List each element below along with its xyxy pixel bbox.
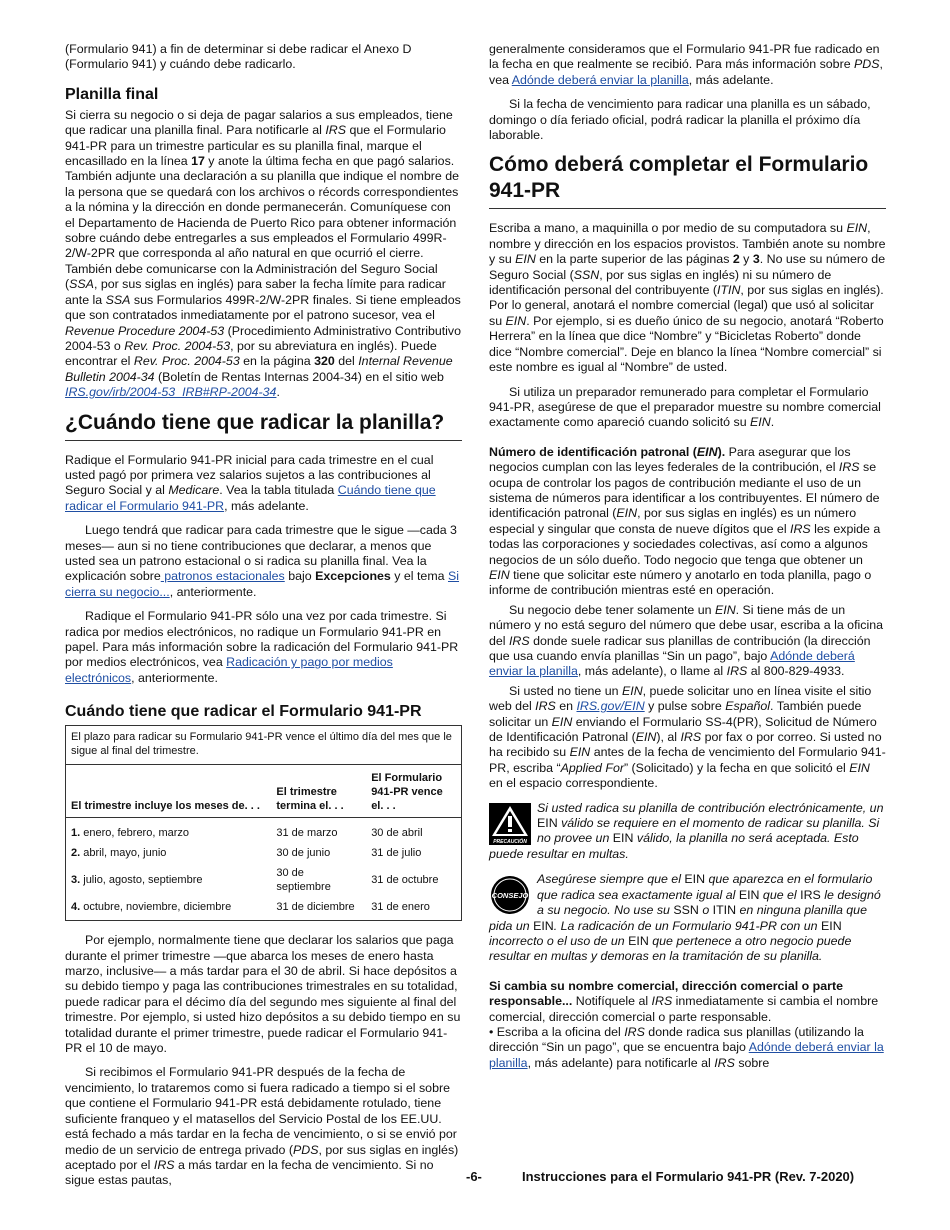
link-rp-2004-34[interactable]: IRS.gov/irb/2004-53_IRB#RP-2004-34 [65,385,277,400]
cuando-paragraph-2: Luego tendrá que radicar para cada trimestre que le sigue —cada 3 meses— aun si no tiene contribuciones que declarar, a menos que usted sea un patrono estacional o si radica su planilla final. Vea la explicación sobre patronos estacionales bajo Excepciones y el tema Si cierra su negocio..., anteriormente. [65,523,460,599]
caution-note: PRECAUCIÓN Si usted radica su planilla de contribución electrónicamente, un EIN válido se requiere en el momento de radicar su planilla. Si no provee un EIN válido, la planilla no será aceptada. Esto puede resultar en multas. [489,800,884,861]
link-si-cierra[interactable]: Si cierra su negocio... [65,569,460,599]
cambia-paragraph: Si cambia su nombre comercial, dirección comercial o parte responsable... Notifíquele al IRS inmediatamente si cambia el nombre comercial, dirección comercial o parte responsable. • Escriba a la oficina del IRS donde radica sus planillas (utilizando la dirección “Sin un pago”, que se encuentra bajo Adónde deberá enviar la planilla, más adelante) para notificarle al IRS sobre [489,978,884,1070]
planilla-final-paragraph: Si cierra su negocio o si deja de pagar salarios a sus empleados, tiene que radicar una planilla final. Para notificarle al IRS que el Formulario 941-PR para un trimestre particular es su planilla final, marque el encasillado en la línea 17 y anote la última fecha en que pagó salarios. También adjunte una declaración a su planilla que indique el nombre de la persona que se quedará con los archivos o récords correspondientes a la nómina y la dirección en donde permanecerán. Comuníquese con el Departamento de Hacienda de Puerto Rico para obtener información sobre cuándo debe entregarles a sus empleados el Formulario 499R-2/W-2PR que corresponda al año natural en que ocurrió el cierre. También debe comunicarse con la Administración del Seguro Social (SSA, por sus siglas en inglés) para saber la fecha límite para radicar ante la SSA sus Formularios 499R-2/W-2PR finales. Si tiene empleados que son contratados inmediatamente por el patrono sucesor, vea el Revenue Procedure 2004-53 (Procedimiento Administrativo Contributivo 2004-53 o Rev. Proc. 2004-53, por su abreviatura en inglés). Puede encontrar el Rev. Proc. 2004-53 en la página 320 del Internal Revenue Bulletin 2004-34 (Boletín de Rentas Internas 2004-34) en el sitio web IRS.gov/irb/2004-53_IRB#RP-2004-34. [65,107,462,400]
link-adonde-enviar-2[interactable]: Adónde deberá enviar la planilla [489,649,855,679]
como-paragraph-1: Escriba a mano, a maquinilla o por medio de su computadora su EIN, nombre y dirección en los espacios provistos. También anote su nombre y su EIN en la parte superior de las páginas 2 y 3. No use su número de Seguro Social (SSN, por sus siglas en inglés) ni su número de identificación personal del contribuyente (ITIN, por sus siglas en inglés). Por lo general, anotará el nombre comercial (legal) que usó al solicitar su EIN. Por ejemplo, si es dueño único de su negocio, anotará “Roberto Herrera” en la línea que dice “Nombre” y “Bicicletas Roberto” donde dice “Nombre comercial”. Deje en blanco la línea “Nombre comercial” si este nombre es igual al “Nombre” de usted. [489,221,886,375]
heading-planilla-final: Planilla final [65,85,159,103]
link-cuando-tabla[interactable]: Cuándo tiene que radicar el Formulario 941-PR [65,483,436,513]
heading-como-completar: Cómo deberá completar el Formulario 941-PR [489,152,886,209]
due-date-table [65,725,462,921]
caution-icon [489,803,531,845]
notiene-paragraph: Si usted no tiene un EIN, puede solicitar uno en línea visite el sitio web del IRS en IRS.gov/EIN y pulse sobre Español. También puede solicitar un EIN enviando el Formulario SS-4(PR), Solicitud de Número de Identificación Patronal (EIN), al IRS por fax o por correo. Si usted no ha recibido su EIN antes de la fecha de vencimiento del Formulario 941-PR, escriba “Applied For” (Solicitado) y la fecha en que solicitó el EIN en el espacio correspondiente. [489,683,886,791]
ejemplo-paragraph: Por ejemplo, normalmente tiene que declarar los salarios que paga durante el primer trimestre —que abarca los meses de enero hasta marzo, inclusive— a más tardar para el 30 de abril. Si hace depósitos a su debido tiempo y paga las contribuciones trimestrales en su totalidad, puede radicar para el décimo día del segundo mes siguiente al final del trimestre. Por ejemplo, si usted hizo depósitos a su debido tiempo en su totalidad durante el primer trimestre, puede radicar el Formulario 941-PR el 10 de mayo. [65,933,461,1056]
heading-cuando-radicar: ¿Cuándo tiene que radicar la planilla? [65,410,462,441]
table-header-months: El trimestre incluye los meses de. . . [66,765,271,818]
link-adonde-enviar[interactable]: Adónde deberá enviar la planilla [511,72,689,87]
heading-tabla: Cuándo tiene que radicar el Formulario 941-PR [65,703,422,721]
page-number: -6- [466,1169,482,1184]
link-adonde-enviar-3[interactable]: Adónde deberá enviar la planilla [489,1040,884,1070]
recibimos-paragraph: Si recibimos el Formulario 941-PR después de la fecha de vencimiento, lo trataremos como si fuera radicado a tiempo si el sobre que contiene el Formulario 941-PR está debidamente rotulado, tiene suficiente franqueo y el matasellos del Servicio Postal de los EE.UU. está fechado a más tardar en la fecha de vencimiento, o si se envió por medio de un servicio de entrega privado (PDS, por sus siglas en inglés) aceptado por el IRS a más tardar en la fecha de vencimiento. Si no sigue estas pautas, [65,1065,459,1188]
table-row: 4. octubre, noviembre, diciembre 31 de diciembre 31 de enero [71,901,430,914]
right-column [489,42,886,1080]
table-caption: El plazo para radicar su Formulario 941-PR vence el último día del mes que le sigue al final del trimestre. [66,726,461,765]
intro-paragraph: (Formulario 941) a fin de determinar si debe radicar el Anexo D (Formulario 941) y cuándo debe radicarlo. [65,42,412,72]
table-header-due: El Formulario 941-PR vence el. . . [366,765,461,818]
link-radicacion-electronica[interactable]: Radicación y pago por medios electrónicos [65,655,393,685]
solamente-paragraph: Su negocio debe tener solamente un EIN. Si tiene más de un número y no está seguro del número que debe usar, escriba a la oficina del IRS donde suele radicar sus planillas de contribución (la dirección que usa cuando envía planillas “Sin un pago”, bajo Adónde deberá enviar la planilla, más adelante), o llame al IRS al 800-829-4933. [489,602,883,679]
tip-icon-label: CONSEJO [491,891,529,901]
table-row: 1. enero, febrero, marzo 31 de marzo 30 de abril [71,827,423,840]
table-row: 3. julio, agosto, septiembre 30 de septiembre 31 de octubre [71,867,439,894]
caution-icon-label: PRECAUCIÓN [493,838,527,845]
continuation-paragraph: generalmente consideramos que el Formulario 941-PR fue radicado en la fecha en que realmente se recibió. Para más información sobre PDS, vea Adónde deberá enviar la planilla, más adelante. [489,42,883,87]
como-paragraph-2: Si utiliza un preparador remunerado para completar el Formulario 941-PR, asegúrese de que el preparador muestre su nombre comercial exactamente como apareció cuando solicitó su EIN. [489,384,881,430]
table-header-end: El trimestre termina el. . . [271,765,366,818]
cuando-paragraph-3: Radique el Formulario 941-PR sólo una vez por cada trimestre. Si radica por medios electrónicos, no radique un Formulario 941-PR en papel. Para más información sobre la radicación del Formulario 941-PR por medios electrónicos, vea Radicación y pago por medios electrónicos, anteriormente. [65,609,459,685]
table-row: 2. abril, mayo, junio 30 de junio 31 de julio [71,847,422,860]
tip-icon [489,874,531,916]
feriado-paragraph: Si la fecha de vencimiento para radicar una planilla es un sábado, domingo o día feriado oficial, podrá radicar la planilla el próximo día laborable. [489,97,871,143]
tip-note: CONSEJO Asegúrese siempre que el EIN que aparezca en el formulario que radica sea exactamente igual al EIN que el IRS le designó a su negocio. No use su SSN o ITIN en ninguna planilla que pida un EIN. La radicación de un Formulario 941-PR con un EIN incorrecto o el uso de un EIN que pertenece a otro negocio puede resultar en multas y demoras en la tramitación de su planilla. [489,872,881,964]
link-irs-ein[interactable]: IRS.gov/EIN [576,699,645,714]
cuando-paragraph-1: Radique el Formulario 941-PR inicial para cada trimestre en el cual usted pagó por primera vez salarios sujetos a las contribuciones al Seguro Social y al Medicare. Vea la tabla titulada Cuándo tiene que radicar el Formulario 941-PR, más adelante. [65,452,436,513]
footer-title: Instrucciones para el Formulario 941-PR (Rev. 7-2020) [522,1169,855,1184]
link-patronos-estacionales[interactable]: patronos estacionales [160,569,285,584]
left-column [65,42,462,1198]
numero-ein-paragraph: Número de identificación patronal (EIN). Para asegurar que los negocios cumplan con las leyes federales de la contribución, el IRS se ocupa de controlar los pagos de contribución mediante el uso de un sistema de números para identificar a los contribuyentes. El número de identificación patronal (EIN, por sus siglas en inglés) es un número especial y singular que consta de nueve dígitos que el IRS les expide a todas las corporaciones y sociedades colectivas, así como a algunos negocios de un sólo dueño. Todo negocio que tenga que obtener un EIN tiene que solicitar este número y anotarlo en toda planilla, pago o informe de contribución mientras esté en operación. [489,444,881,598]
